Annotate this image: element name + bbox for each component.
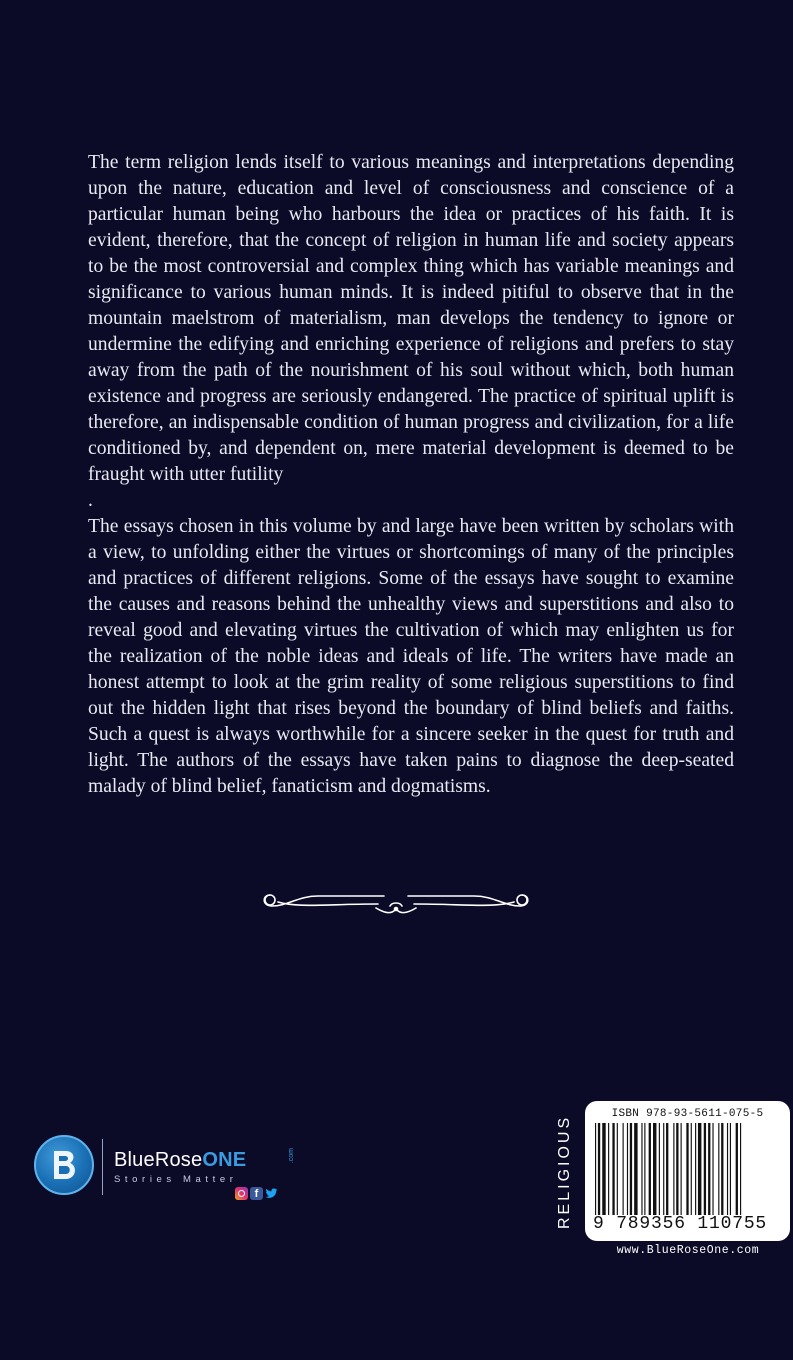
instagram-icon [235, 1187, 248, 1200]
publisher-name-part1: BlueRose [114, 1149, 203, 1171]
publisher-name [114, 1149, 246, 1172]
isbn-digits: 9 789356 110755 [593, 1214, 768, 1234]
publisher-dotcom: .com [288, 1148, 295, 1164]
genre-label: RELIGIOUS [556, 1114, 573, 1230]
logo-divider [102, 1139, 103, 1195]
publisher-name-part2: ONE [202, 1149, 247, 1171]
publisher-tagline: Stories Matter [114, 1174, 238, 1185]
facebook-icon: f [250, 1187, 263, 1200]
flourish-divider-icon [258, 884, 534, 916]
barcode-bars [595, 1123, 780, 1215]
twitter-icon [265, 1187, 278, 1200]
blurb-text [88, 150, 734, 800]
blurb-paragraph-1: The term religion lends itself to various meanings and interpretations depending upon the nature, education and level of consciousness and conscience of a particular human being who harbours the idea or practices of his faith. It is evident, therefore, that the concept of religion in human life and society appears to be the most controversial and complex thing which has variable meanings and significance to various human minds. It is indeed pitiful to observe that in the mountain maelstrom of materialism, man develops the tendency to ignore or undermine the edifying and enriching experience of religions and prefers to stay away from the path of the nourishment of his soul without which, both human existence and progress are seriously endangered. The practice of spiritual uplift is therefore, an indispensable condition of human progress and civilization, for a life conditioned by, and dependent on, mere material development is deemed to be fraught with utter futility [88, 152, 734, 485]
social-icons [235, 1187, 278, 1201]
blurb-paragraph-2: The essays chosen in this volume by and large have been written by scholars with a view, to unfolding either the virtues or shortcomings of many of the principles and practices of different religions. Some of the essays have sought to examine the causes and reasons behind the unhealthy views and superstitions and also to reveal good and elevating virtues the cultivation of which may enlighten us for the realization of the noble ideas and ideals of life. The writers have made an honest attempt to look at the grim reality of some religious superstitions to find out the hidden light that rises beyond the boundary of blind beliefs and faiths. Such a quest is always worthwhile for a sincere seeker in the quest for truth and light. The authors of the essays have taken pains to diagnose the deep-seated malady of blind belief, fanaticism and dogmatisms. [88, 516, 734, 797]
blurb-separator: . [88, 490, 93, 511]
publisher-logo [34, 1135, 324, 1205]
publisher-website: www.BlueRoseOne.com [616, 1244, 760, 1257]
isbn-label: ISBN 978-93-5611-075-5 [611, 1108, 764, 1120]
bluerose-badge-icon [34, 1135, 94, 1195]
isbn-barcode [585, 1101, 790, 1241]
